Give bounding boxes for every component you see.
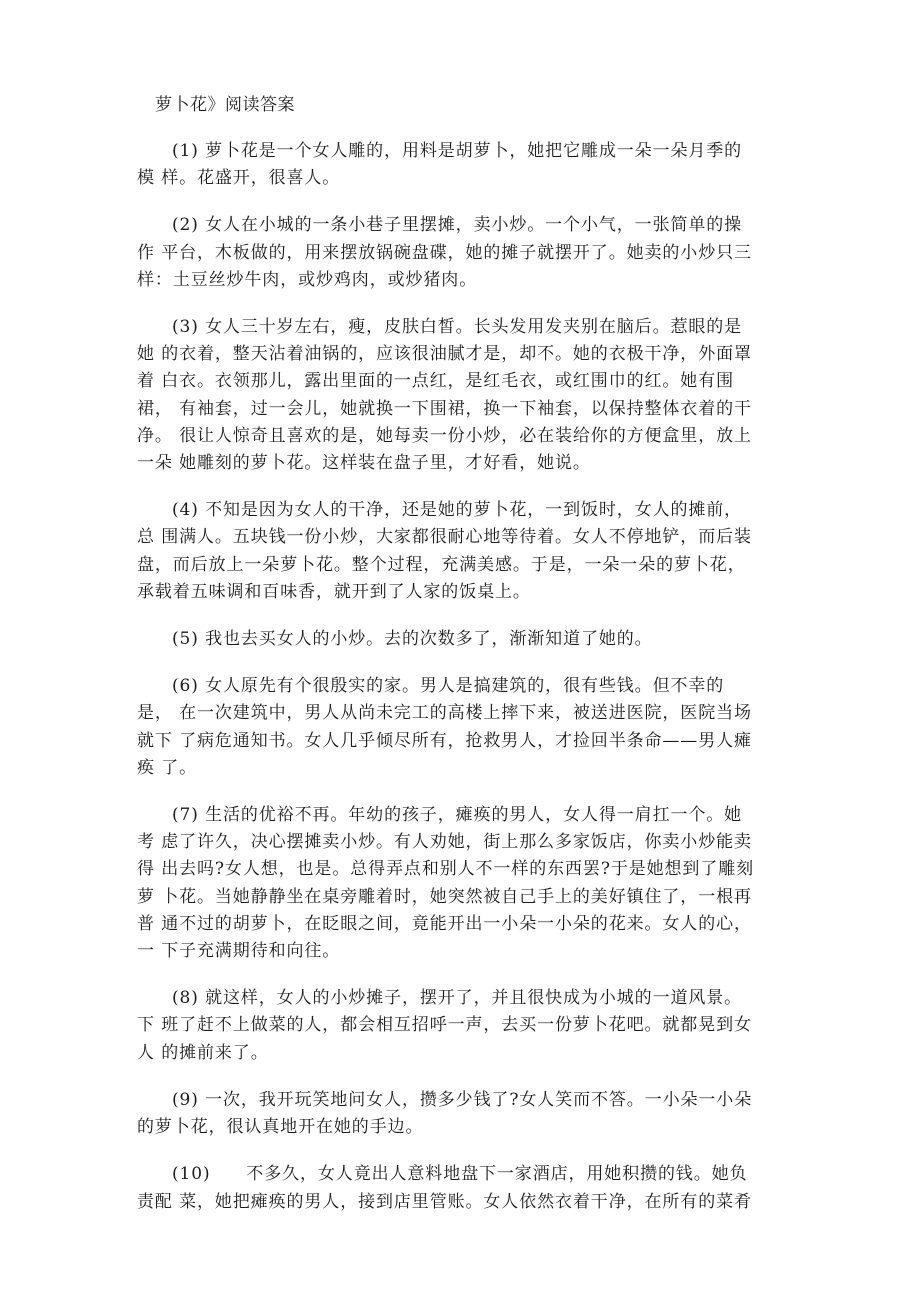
paragraph-line: 人 的摊前来了。 [137,1042,269,1063]
document-title: 萝卜花》阅读答案 [155,95,295,115]
paragraph-line: (2) 女人在小城的一条小巷子里摆摊，卖小炒。一个小气，一张简单的操 [172,215,743,236]
paragraph-line: 痪 了。 [137,757,198,778]
paragraph-line: 承载着五味调和百味香，就开到了人家的饭桌上。 [137,581,531,602]
paragraph-line: (9) 一次，我开玩笑地问女人，攒多少钱了?女人笑而不答。一小朵一小朵 [172,1089,753,1110]
paragraph-line: 是， 在一次建筑中，男人从尚未完工的高楼上摔下来，被送进医院，医院当场 [137,703,752,724]
paragraph-line: 萝 卜花。当她静静坐在桌旁雕着时，她突然被自己手上的美好镇住了，一根再 [137,886,752,907]
paragraph [137,314,782,477]
paragraph-line: 一 下子充满期待和向往。 [137,941,341,962]
paragraph [137,212,782,294]
paragraph-line: 得 出去吗?女人想，也是。总得弄点和别人不一样的东西罢?于是她想到了雕刻 [137,859,755,880]
paragraph [137,802,782,965]
paragraph-line: 盘，而后放上一朵萝卜花。整个过程，充满美感。于是，一朵一朵的萝卜花， [137,554,746,575]
paragraph-line: (7) 生活的优裕不再。年幼的孩子，瘫痪的男人，女人得一肩扛一个。她 [172,805,743,826]
paragraph-line: (4) 不知是因为女人的干净，还是她的萝卜花，一到饭时，女人的摊前， [172,500,743,521]
paragraph [137,1161,782,1215]
paragraph-line: 的萝卜花，很认真地开在她的手边。 [137,1117,424,1138]
paragraph-line: 总 围满人。五块钱一份小炒，大家都很耐心地等待着。女人不停地铲，而后装 [137,527,752,548]
paragraph-line: (1) 萝卜花是一个女人雕的，用料是胡萝卜，她把它雕成一朵一朵月季的 [172,141,743,161]
paragraph-line: 就下 了病危通知书。女人几乎倾尽所有，抢救男人，才捡回半条命——男人瘫 [137,730,752,751]
paragraph-list [137,138,782,1236]
paragraph [137,138,782,192]
paragraph-line: 普 通不过的胡萝卜，在眨眼之间，竟能开出一小朵一小朵的花来。女人的心， [137,913,752,934]
paragraph-line: 净。 很让人惊奇且喜欢的是，她每卖一份小炒，必在装给你的方便盒里，放上 [137,425,752,446]
paragraph [137,626,782,653]
paragraph-line: 她 的衣着，整天沾着油锅的，应该很油腻才是，却不。她的衣极干净，外面罩 [137,344,752,365]
paragraph-line: 着 白衣。衣领那儿，露出里面的一点红，是红毛衣，或红围巾的红。她有围 [137,371,735,392]
paragraph-line: (5) 我也去买女人的小炒。去的次数多了，渐渐知道了她的。 [172,629,653,650]
paragraph [137,985,782,1067]
paragraph [137,1087,782,1141]
paragraph-line: 作 平台，木板做的，用来摆放锅碗盘碟，她的摊子就摆开了。她卖的小炒只三 [137,242,752,263]
paragraph-line: (8) 就这样，女人的小炒摊子，摆开了，并且很快成为小城的一道风景。 [172,988,743,1009]
paragraph-line: 样：土豆丝炒牛肉，或炒鸡肉，或炒猪肉。 [137,269,478,290]
paragraph-line: 裙， 有袖套，过一会儿，她就换一下围裙，换一下袖套，以保持整体衣着的干 [137,398,752,419]
paragraph-line: (3) 女人三十岁左右，瘦，皮肤白皙。长头发用发夹别在脑后。惹眼的是 [172,317,743,338]
paragraph-line: 考 虑了许久，决心摆摊卖小炒。有人劝她，街上那么多家饭店，你卖小炒能卖 [137,832,752,853]
paragraph-line: 下 班了赶不上做菜的人，都会相互招呼一声，去买一份萝卜花吧。就都晃到女 [137,1015,752,1036]
paragraph-line: 一朵 她雕刻的萝卜花。这样装在盘子里，才好看，她说。 [137,453,591,474]
paragraph-line: 责配 菜，她把瘫痪的男人，接到店里管账。女人依然衣着干净，在所有的菜肴 [137,1191,752,1212]
paragraph [137,673,782,782]
paragraph [137,497,782,606]
paragraph-line: (6) 女人原先有个很殷实的家。男人是搞建筑的，很有些钱。但不幸的 [172,676,725,697]
paragraph-line: (10) 不多久，女人竟出人意料地盘下一家酒店，用她积攒的钱。她负 [172,1164,748,1185]
paragraph-line: 模 样。花盛开，很喜人。 [137,168,341,189]
